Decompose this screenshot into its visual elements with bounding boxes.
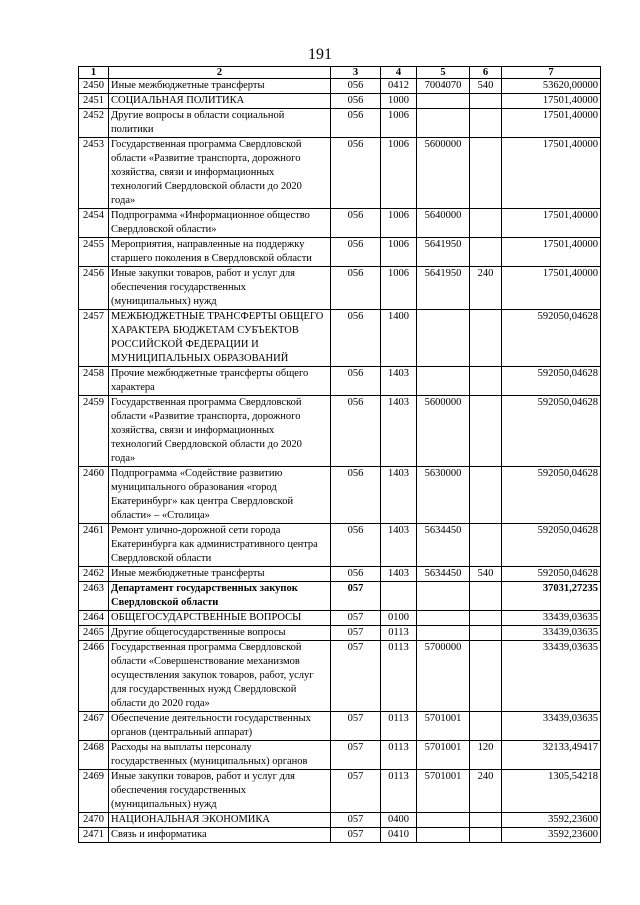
row-admin-code: 056	[331, 567, 381, 582]
table-row	[79, 567, 601, 582]
table-row	[79, 770, 601, 813]
row-expense-type	[470, 524, 502, 567]
row-admin-code: 056	[331, 310, 381, 367]
row-description: Мероприятия, направленные на поддержку старшего поколения в Свердловской области	[109, 238, 331, 267]
row-section-code: 1006	[381, 267, 417, 310]
row-number: 2458	[79, 367, 109, 396]
row-description: Иные межбюджетные трансферты	[109, 567, 331, 582]
header-cell: 2	[109, 67, 331, 79]
row-description: Другие общегосударственные вопросы	[109, 626, 331, 641]
row-section-code: 1006	[381, 109, 417, 138]
row-section-code: 1403	[381, 567, 417, 582]
row-amount: 53620,00000	[502, 79, 601, 94]
row-admin-code: 056	[331, 467, 381, 524]
row-expense-type: 240	[470, 770, 502, 813]
row-target-code: 5641950	[417, 267, 470, 310]
row-admin-code: 057	[331, 770, 381, 813]
table-row	[79, 641, 601, 712]
row-number: 2462	[79, 567, 109, 582]
row-amount: 592050,04628	[502, 310, 601, 367]
row-target-code: 7004070	[417, 79, 470, 94]
row-description: Иные межбюджетные трансферты	[109, 79, 331, 94]
row-amount: 17501,40000	[502, 238, 601, 267]
row-expense-type	[470, 467, 502, 524]
table-row	[79, 238, 601, 267]
row-number: 2452	[79, 109, 109, 138]
row-admin-code: 056	[331, 267, 381, 310]
row-admin-code: 057	[331, 712, 381, 741]
row-description: Прочие межбюджетные трансферты общего характера	[109, 367, 331, 396]
row-admin-code: 057	[331, 611, 381, 626]
row-section-code: 0400	[381, 813, 417, 828]
row-section-code: 0113	[381, 770, 417, 813]
row-section-code: 1403	[381, 467, 417, 524]
row-description: Подпрограмма «Информационное общество Свердловской области»	[109, 209, 331, 238]
row-expense-type	[470, 138, 502, 209]
row-amount: 592050,04628	[502, 567, 601, 582]
row-amount: 37031,27235	[502, 582, 601, 611]
row-expense-type	[470, 396, 502, 467]
row-amount: 33439,03635	[502, 641, 601, 712]
row-expense-type	[470, 582, 502, 611]
row-number: 2459	[79, 396, 109, 467]
row-section-code	[381, 582, 417, 611]
row-target-code	[417, 109, 470, 138]
page-number: 191	[308, 46, 332, 63]
row-target-code	[417, 94, 470, 109]
row-amount: 1305,54218	[502, 770, 601, 813]
row-number: 2466	[79, 641, 109, 712]
row-expense-type	[470, 712, 502, 741]
row-amount: 592050,04628	[502, 367, 601, 396]
row-description: Другие вопросы в области социальной политики	[109, 109, 331, 138]
header-cell: 6	[470, 67, 502, 79]
table-header-row	[79, 67, 601, 79]
row-admin-code: 057	[331, 626, 381, 641]
row-target-code: 5600000	[417, 138, 470, 209]
row-admin-code: 057	[331, 828, 381, 843]
row-number: 2467	[79, 712, 109, 741]
row-amount: 592050,04628	[502, 396, 601, 467]
row-section-code: 1403	[381, 367, 417, 396]
row-number: 2461	[79, 524, 109, 567]
row-expense-type: 120	[470, 741, 502, 770]
row-section-code: 1403	[381, 396, 417, 467]
row-amount: 17501,40000	[502, 138, 601, 209]
row-amount: 17501,40000	[502, 267, 601, 310]
row-target-code: 5640000	[417, 209, 470, 238]
row-number: 2468	[79, 741, 109, 770]
row-description: СОЦИАЛЬНАЯ ПОЛИТИКА	[109, 94, 331, 109]
row-expense-type	[470, 209, 502, 238]
row-amount: 592050,04628	[502, 467, 601, 524]
row-description: Обеспечение деятельности государственных органов (центральный аппарат)	[109, 712, 331, 741]
row-description: Иные закупки товаров, работ и услуг для обеспечения государственных (муниципальных) нужд	[109, 770, 331, 813]
row-section-code: 1000	[381, 94, 417, 109]
row-description: Иные закупки товаров, работ и услуг для обеспечения государственных (муниципальных) нужд	[109, 267, 331, 310]
row-amount: 3592,23600	[502, 813, 601, 828]
row-description: Расходы на выплаты персоналу государственных (муниципальных) органов	[109, 741, 331, 770]
row-target-code: 5701001	[417, 770, 470, 813]
row-admin-code: 056	[331, 238, 381, 267]
row-number: 2470	[79, 813, 109, 828]
row-admin-code: 056	[331, 94, 381, 109]
row-number: 2450	[79, 79, 109, 94]
row-expense-type	[470, 367, 502, 396]
row-admin-code: 056	[331, 109, 381, 138]
table-row	[79, 611, 601, 626]
row-expense-type	[470, 611, 502, 626]
row-target-code: 5641950	[417, 238, 470, 267]
row-section-code: 1006	[381, 138, 417, 209]
row-admin-code: 056	[331, 209, 381, 238]
row-expense-type	[470, 641, 502, 712]
row-section-code: 1403	[381, 524, 417, 567]
table-row	[79, 367, 601, 396]
row-description: Ремонт улично-дорожной сети города Екатеринбурга как административного центра Свердловской области	[109, 524, 331, 567]
row-target-code: 5634450	[417, 524, 470, 567]
table-row	[79, 524, 601, 567]
row-admin-code: 056	[331, 138, 381, 209]
table-row	[79, 828, 601, 843]
row-number: 2469	[79, 770, 109, 813]
row-description: Государственная программа Свердловской области «Совершенствование механизмов осуществления закупок товаров, работ, услуг для государственных нужд Свердловской области до 2020 года»	[109, 641, 331, 712]
row-target-code	[417, 367, 470, 396]
row-description: Государственная программа Свердловской области «Развитие транспорта, дорожного хозяйства, связи и информационных технологий Свердловской области до 2020 года»	[109, 396, 331, 467]
row-description: МЕЖБЮДЖЕТНЫЕ ТРАНСФЕРТЫ ОБЩЕГО ХАРАКТЕРА БЮДЖЕТАМ СУБЪЕКТОВ РОССИЙСКОЙ ФЕДЕРАЦИИ И МУНИЦИПАЛЬНЫХ ОБРАЗОВАНИЙ	[109, 310, 331, 367]
row-description: НАЦИОНАЛЬНАЯ ЭКОНОМИКА	[109, 813, 331, 828]
row-description: ОБЩЕГОСУДАРСТВЕННЫЕ ВОПРОСЫ	[109, 611, 331, 626]
row-target-code	[417, 813, 470, 828]
row-section-code: 0412	[381, 79, 417, 94]
row-section-code: 0113	[381, 626, 417, 641]
table-row	[79, 138, 601, 209]
row-expense-type: 240	[470, 267, 502, 310]
table-row	[79, 626, 601, 641]
row-amount: 32133,49417	[502, 741, 601, 770]
table-row	[79, 396, 601, 467]
table-row	[79, 712, 601, 741]
row-target-code	[417, 582, 470, 611]
table-row	[79, 209, 601, 238]
row-section-code: 0113	[381, 712, 417, 741]
header-cell: 1	[79, 67, 109, 79]
row-number: 2453	[79, 138, 109, 209]
row-section-code: 0100	[381, 611, 417, 626]
header-cell: 7	[502, 67, 601, 79]
row-target-code: 5701001	[417, 741, 470, 770]
table-row	[79, 310, 601, 367]
header-cell: 5	[417, 67, 470, 79]
row-description: Государственная программа Свердловской области «Развитие транспорта, дорожного хозяйства, связи и информационных технологий Свердловской области до 2020 года»	[109, 138, 331, 209]
row-number: 2451	[79, 94, 109, 109]
row-amount: 592050,04628	[502, 524, 601, 567]
row-description: Департамент государственных закупок Свердловской области	[109, 582, 331, 611]
row-amount: 33439,03635	[502, 611, 601, 626]
row-expense-type	[470, 626, 502, 641]
row-amount: 33439,03635	[502, 626, 601, 641]
row-admin-code: 056	[331, 367, 381, 396]
row-target-code: 5600000	[417, 396, 470, 467]
row-number: 2460	[79, 467, 109, 524]
table-row	[79, 109, 601, 138]
row-target-code: 5634450	[417, 567, 470, 582]
row-section-code: 1400	[381, 310, 417, 367]
row-amount: 3592,23600	[502, 828, 601, 843]
row-number: 2456	[79, 267, 109, 310]
row-number: 2457	[79, 310, 109, 367]
table-row	[79, 813, 601, 828]
table-row	[79, 467, 601, 524]
row-expense-type	[470, 238, 502, 267]
row-target-code	[417, 611, 470, 626]
row-expense-type: 540	[470, 567, 502, 582]
row-expense-type	[470, 310, 502, 367]
row-admin-code: 056	[331, 396, 381, 467]
row-amount: 17501,40000	[502, 209, 601, 238]
row-target-code: 5630000	[417, 467, 470, 524]
header-cell: 3	[331, 67, 381, 79]
row-section-code: 0113	[381, 741, 417, 770]
row-number: 2463	[79, 582, 109, 611]
row-admin-code: 057	[331, 741, 381, 770]
row-description: Подпрограмма «Содействие развитию муниципального образования «город Екатеринбург» как центра Свердловской области» – «Столица»	[109, 467, 331, 524]
row-section-code: 1006	[381, 209, 417, 238]
table-row	[79, 267, 601, 310]
row-expense-type	[470, 109, 502, 138]
row-section-code: 0113	[381, 641, 417, 712]
budget-table	[78, 66, 601, 843]
row-target-code	[417, 310, 470, 367]
row-expense-type	[470, 828, 502, 843]
row-description: Связь и информатика	[109, 828, 331, 843]
row-expense-type: 540	[470, 79, 502, 94]
header-cell: 4	[381, 67, 417, 79]
row-expense-type	[470, 94, 502, 109]
table-row	[79, 741, 601, 770]
row-number: 2471	[79, 828, 109, 843]
table-row	[79, 582, 601, 611]
row-target-code: 5700000	[417, 641, 470, 712]
row-amount: 17501,40000	[502, 94, 601, 109]
row-number: 2454	[79, 209, 109, 238]
row-target-code: 5701001	[417, 712, 470, 741]
row-admin-code: 057	[331, 582, 381, 611]
table-row	[79, 79, 601, 94]
row-expense-type	[470, 813, 502, 828]
row-admin-code: 056	[331, 524, 381, 567]
row-admin-code: 056	[331, 79, 381, 94]
row-amount: 33439,03635	[502, 712, 601, 741]
row-admin-code: 057	[331, 813, 381, 828]
row-section-code: 1006	[381, 238, 417, 267]
table-row	[79, 94, 601, 109]
row-target-code	[417, 828, 470, 843]
row-amount: 17501,40000	[502, 109, 601, 138]
row-number: 2455	[79, 238, 109, 267]
row-number: 2464	[79, 611, 109, 626]
row-number: 2465	[79, 626, 109, 641]
row-admin-code: 057	[331, 641, 381, 712]
row-target-code	[417, 626, 470, 641]
row-section-code: 0410	[381, 828, 417, 843]
